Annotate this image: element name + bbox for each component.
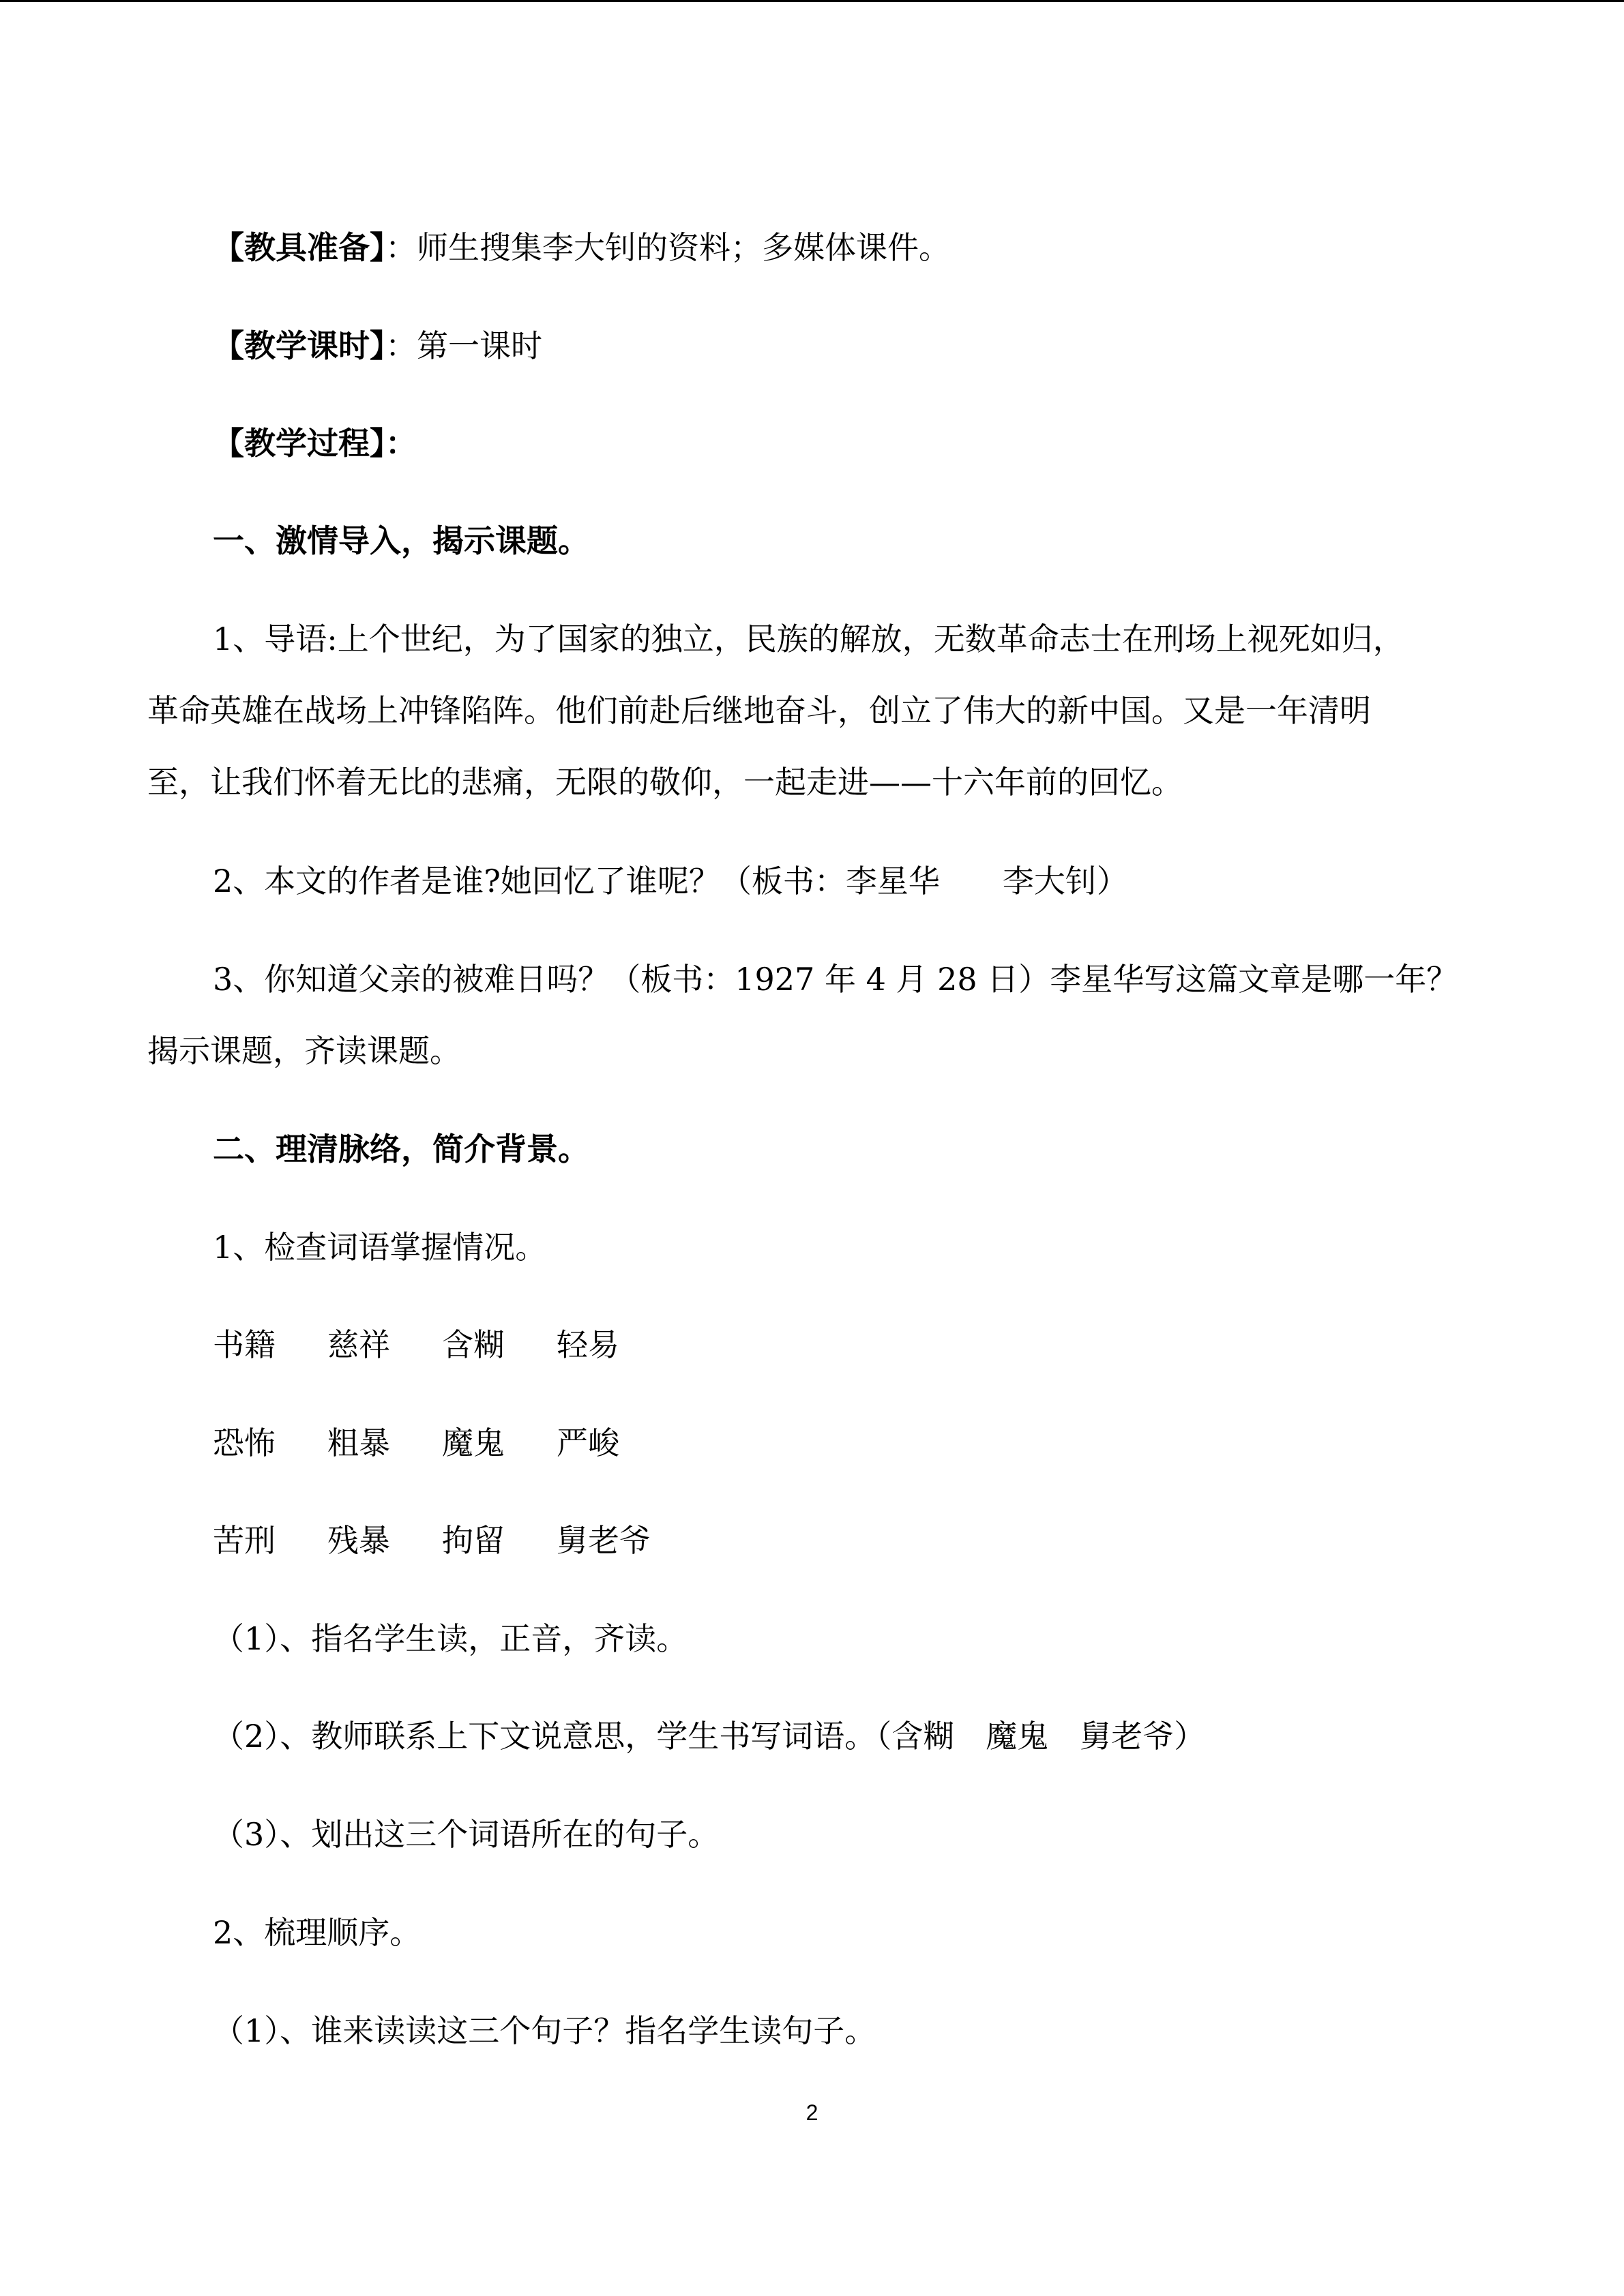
intro-paragraph-line-1: 1、导语:上个世纪，为了国家的独立，民族的解放，无数革命志士在刑场上视死如归，	[213, 621, 1404, 657]
teaching-aids-text: ：师生搜集李大钊的资料；多媒体课件。	[385, 229, 950, 266]
vocab-word: 苦刑	[213, 1522, 276, 1559]
vocab-check-line: 1、检查词语掌握情况。	[213, 1229, 547, 1266]
page-number: 2	[806, 2100, 818, 2125]
page-top-border	[0, 0, 1624, 2]
vocab-word: 严峻	[557, 1425, 619, 1461]
vocab-word: 书籍	[213, 1326, 276, 1363]
order-step-1-line: （1）、谁来读读这三个句子？指名学生读句子。	[213, 2012, 876, 2049]
vocab-word: 残暴	[327, 1522, 390, 1559]
intro-paragraph-line-3: 至，让我们怀着无比的悲痛，无限的敬仰，一起走进——十六年前的回忆。	[147, 764, 1183, 801]
vocab-row-1	[213, 1324, 619, 1365]
vocab-word: 恐怖	[213, 1425, 276, 1461]
section-heading-2: 二、理清脉络，简介背景。	[213, 1131, 589, 1167]
teaching-aids-label: 【教具准备】	[213, 229, 385, 266]
step-1-line: （1）、指名学生读，正音，齐读。	[213, 1620, 688, 1657]
teaching-process-label: 【教学过程】	[213, 425, 385, 462]
step-3-line: （3）、划出这三个词语所在的句子。	[213, 1816, 720, 1853]
vocab-word: 慈祥	[327, 1326, 390, 1363]
vocab-word: 舅老爷	[557, 1522, 651, 1559]
vocab-word: 含糊	[442, 1326, 505, 1363]
vocab-word: 拘留	[442, 1522, 505, 1559]
vocab-row-2	[213, 1422, 619, 1463]
author-question: 2、本文的作者是谁?她回忆了谁呢？（板书：李星华 李大钊）	[213, 863, 1128, 899]
teaching-aids-line	[213, 227, 950, 268]
intro-paragraph-line-2: 革命英雄在战场上冲锋陷阵。他们前赴后继地奋斗，创立了伟大的新中国。又是一年清明	[147, 692, 1371, 729]
vocab-row-3	[213, 1520, 651, 1561]
class-period-line	[213, 325, 542, 366]
teaching-process-line	[213, 423, 417, 464]
class-period-text: ：第一课时	[385, 327, 542, 364]
teaching-process-colon: ：	[385, 425, 417, 462]
order-heading: 2、梳理顺序。	[213, 1914, 422, 1951]
date-question-line-1: 3、你知道父亲的被难日吗？（板书：1927 年 4 月 28 日）李星华写这篇文章是哪一年？	[213, 961, 1458, 998]
vocab-word: 粗暴	[327, 1425, 390, 1461]
section-heading-1: 一、激情导入，揭示课题。	[213, 522, 589, 559]
vocab-word: 轻易	[557, 1326, 619, 1363]
class-period-label: 【教学课时】	[213, 327, 385, 364]
step-2-line: （2）、教师联系上下文说意思，学生书写词语。（含糊 魔鬼 舅老爷）	[213, 1718, 1206, 1755]
vocab-word: 魔鬼	[442, 1425, 505, 1461]
date-question-line-2: 揭示课题，齐读课题。	[147, 1032, 461, 1069]
